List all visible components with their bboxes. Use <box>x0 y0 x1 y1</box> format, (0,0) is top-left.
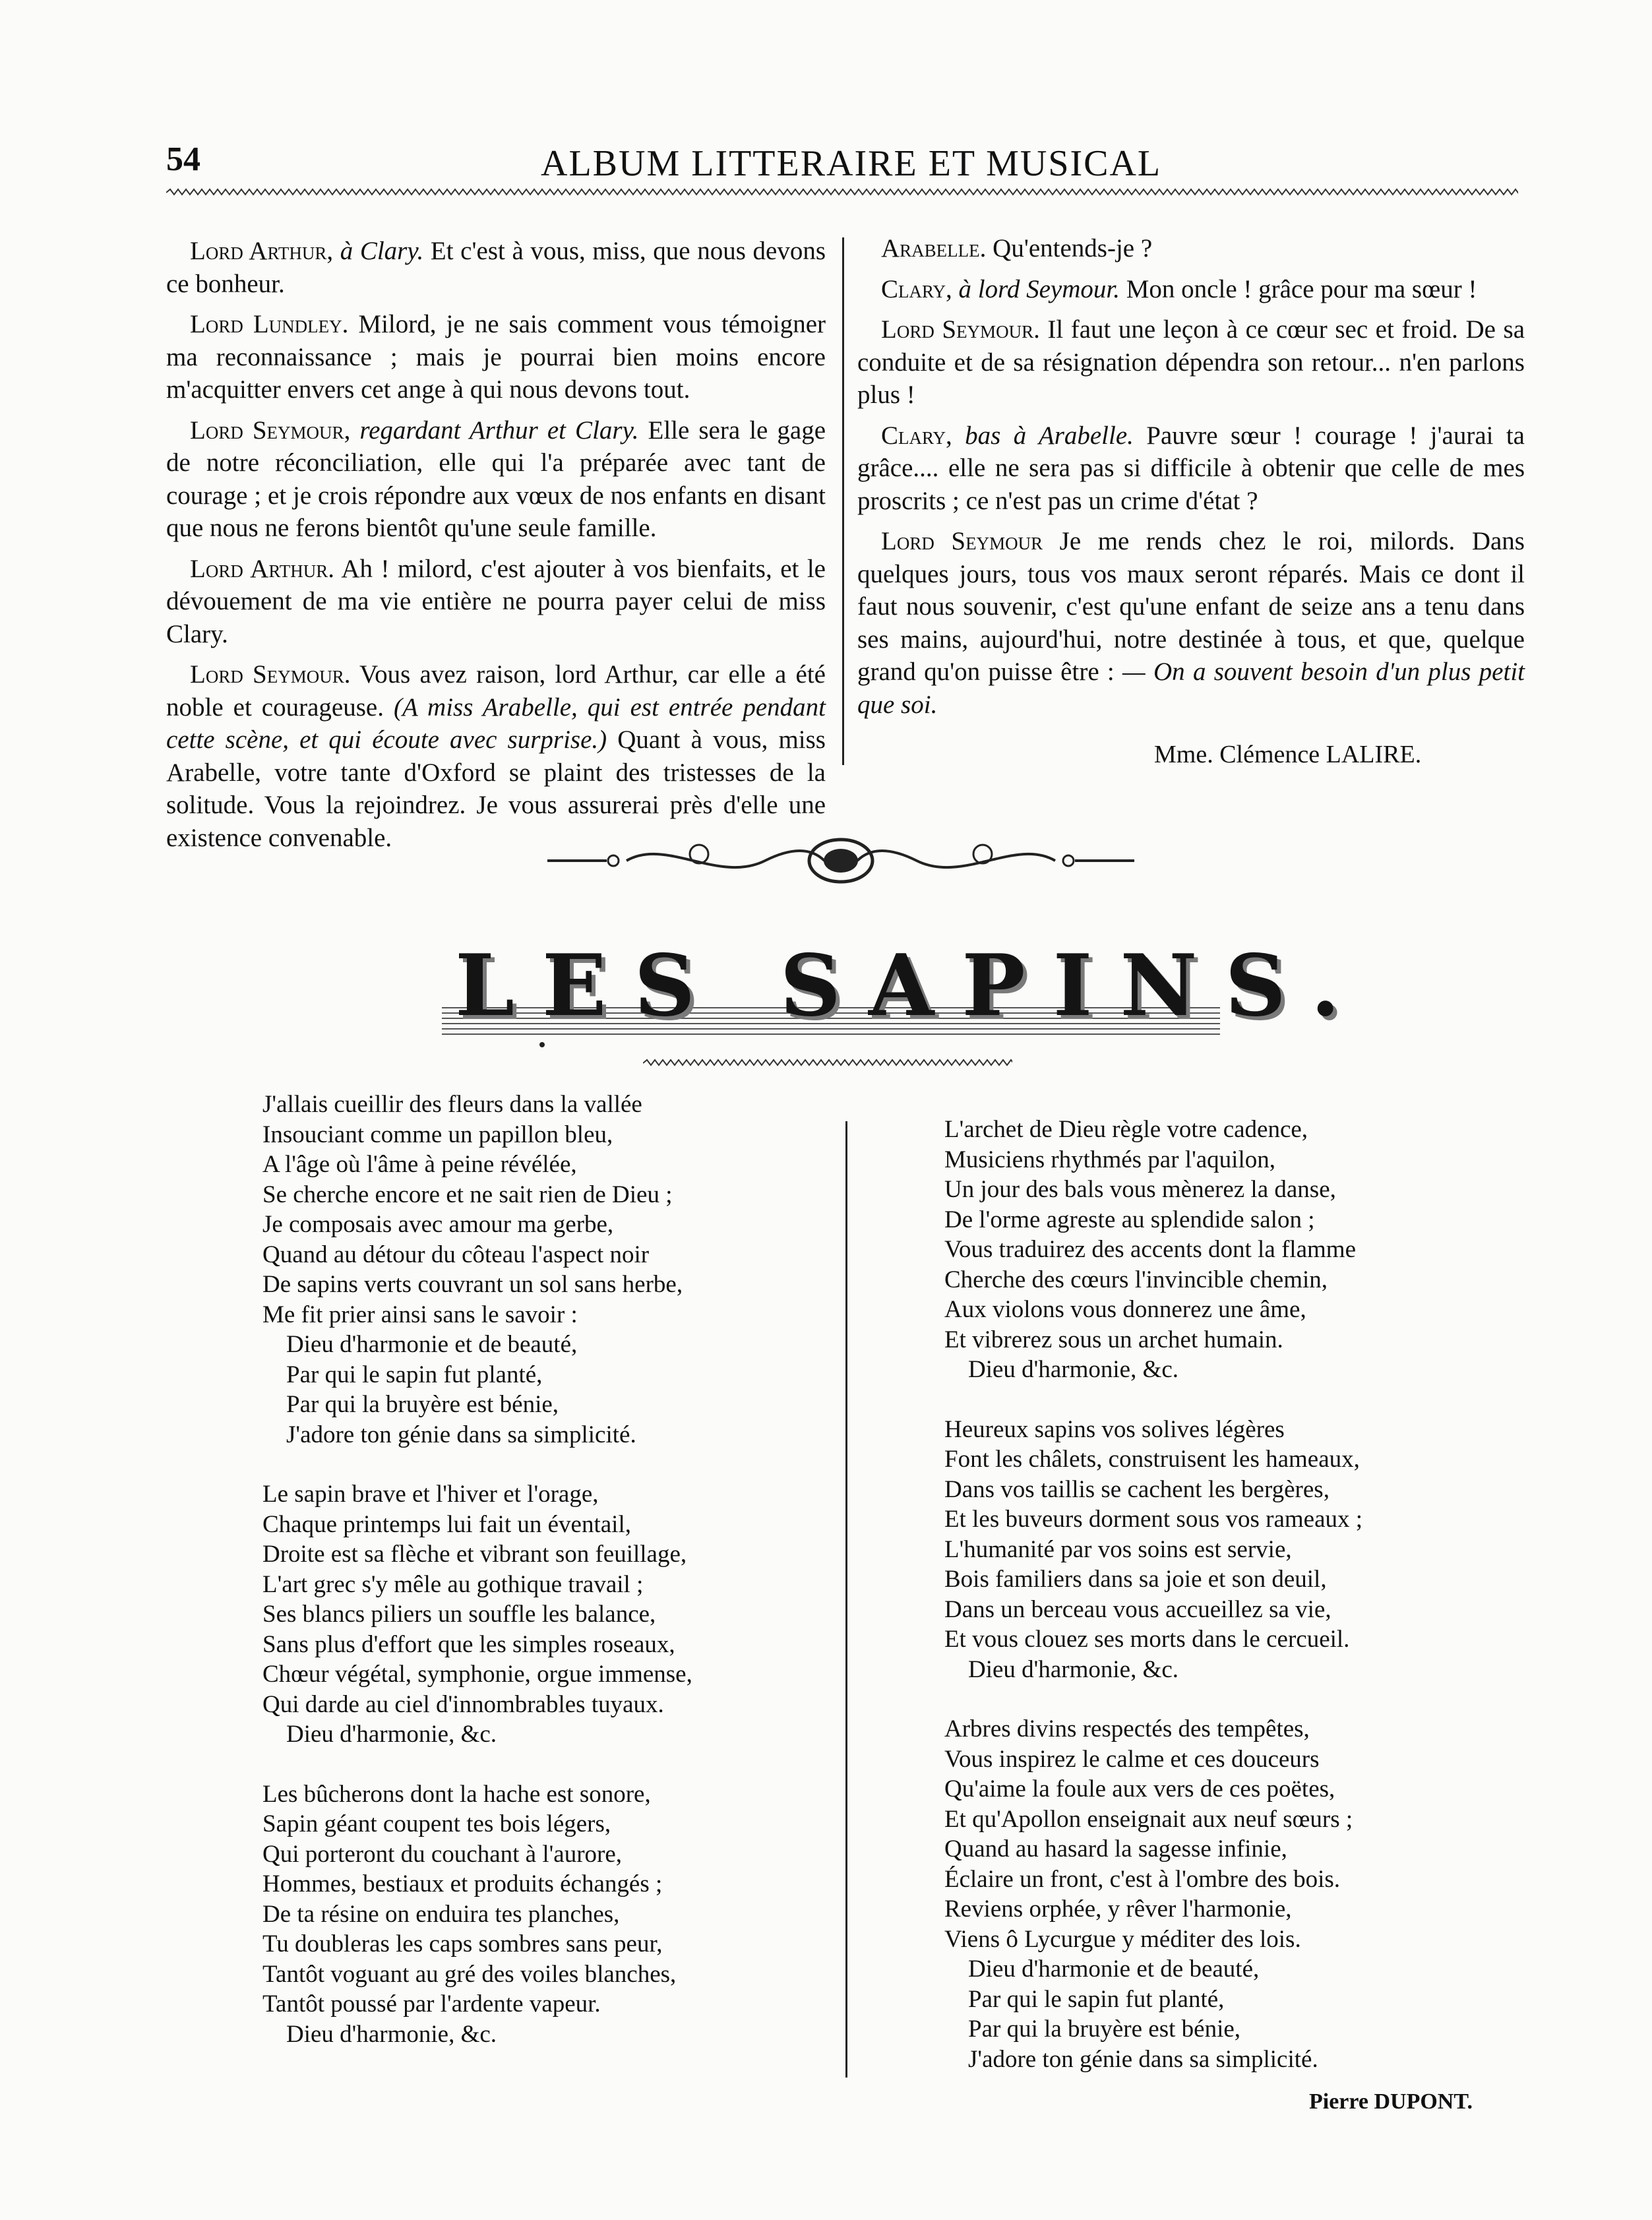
verse-line: Font les châlets, construisent les hameaux, <box>944 1446 1360 1473</box>
verse-line: L'archet de Dieu règle votre cadence, <box>944 1116 1308 1143</box>
dialogue-paragraph <box>857 232 1525 265</box>
verse-line: Les bûcherons dont la hache est sonore, <box>262 1780 651 1808</box>
verse-line: Heureux sapins vos solives légères <box>944 1415 1285 1443</box>
verse-line: De sapins verts couvrant un sol sans herbe, <box>262 1271 683 1298</box>
speaker-name: Clary, <box>881 274 952 303</box>
verse-line: Un jour des bals vous mènerez la danse, <box>944 1176 1336 1203</box>
verse-line: Et les buveurs dorment sous vos rameaux ; <box>944 1506 1363 1533</box>
speaker-name: Lord Seymour. <box>881 315 1040 344</box>
verse-line: Sapin géant coupent tes bois légers, <box>262 1810 611 1837</box>
dialogue-paragraph <box>857 313 1525 412</box>
verse-line: Et vibrerez sous un archet humain. <box>944 1326 1283 1353</box>
page-number: 54 <box>166 140 200 178</box>
verse-line: A l'âge où l'âme à peine révélée, <box>262 1151 577 1178</box>
speaker-name: Lord Arthur. <box>190 554 334 583</box>
dialogue-text: Vous avez raison, lord Arthur, car elle a été noble et courageuse. <box>166 660 826 722</box>
verse-line: De ta résine on enduira tes planches, <box>262 1900 620 1928</box>
stage-direction: (A miss Arabelle, qui est entrée pendant cette scène, et qui écoute avec surprise.) <box>166 693 826 754</box>
verse-line: Bois familiers dans sa joie et son deuil, <box>944 1566 1327 1593</box>
refrain-line: J'adore ton génie dans sa simplicité. <box>968 2045 1318 2073</box>
verse-line: L'art grec s'y mêle au gothique travail ; <box>262 1570 644 1598</box>
verse-line: Je composais avec amour ma gerbe, <box>262 1211 614 1238</box>
dialogue-text: Qu'entends-je ? <box>986 234 1153 262</box>
verse-line: Musiciens rhythmés par l'aquilon, <box>944 1146 1275 1173</box>
speaker-name: Clary, <box>881 421 952 450</box>
prose-right-column <box>857 232 1525 721</box>
dialogue-paragraph <box>166 308 826 406</box>
verse-line: Aux violons vous donnerez une âme, <box>944 1296 1306 1323</box>
stage-direction: — On a souvent besoin d'un plus petit que soi. <box>857 658 1525 719</box>
refrain-line: Dieu d'harmonie, &c. <box>968 1356 1179 1383</box>
verse-line: Ses blancs piliers un souffle les balance, <box>262 1601 656 1628</box>
poem-signature: Pierre DUPONT. <box>1309 2089 1473 2114</box>
speaker-name: Arabelle. <box>881 234 987 262</box>
speaker-name: Lord Seymour. <box>190 660 351 689</box>
verse-line: Tantôt poussé par l'ardente vapeur. <box>262 1990 601 2018</box>
prose-signature: Mme. Clémence LALIRE. <box>1154 741 1422 768</box>
refrain-line: J'adore ton génie dans sa simplicité. <box>286 1421 636 1448</box>
verse-line: Chœur végétal, symphonie, orgue immense, <box>262 1661 692 1688</box>
refrain-line: Par qui le sapin fut planté, <box>286 1361 543 1388</box>
prose-left-column <box>166 235 826 854</box>
verse-line: Qui darde au ciel d'innombrables tuyaux. <box>262 1690 664 1718</box>
stanza-gap <box>944 1684 1362 1714</box>
verse-line: Me fit prier ainsi sans le savoir : <box>262 1301 578 1328</box>
title-underline <box>643 1058 1012 1068</box>
stage-direction: à Clary. <box>340 237 424 265</box>
dialogue-text: Je me rends chez le roi, milords. Dans quelques jours, tous vos maux seront réparés. Mais ce dont il faut nous souvenir, c'est qu'une enfant de seize ans a tenu dans ses mains, aujourd'hui, notre destinée à tous, et que, quelque grand qu'on puisse être : <box>857 527 1525 686</box>
speaker-name: Lord Seymour, <box>190 416 351 445</box>
verse-line: Sans plus d'effort que les simples roseaux, <box>262 1630 675 1658</box>
verse-line: Viens ô Lycurgue y méditer des lois. <box>944 1925 1301 1953</box>
dialogue-text: Et c'est à vous, miss, que nous devons ce bonheur. <box>166 237 826 298</box>
verse-line: Et vous clouez ses morts dans le cercueil. <box>944 1626 1350 1653</box>
speaker-name: Lord Arthur, <box>190 237 334 265</box>
verse-line: Arbres divins respectés des tempêtes, <box>944 1715 1310 1742</box>
verse-line: Qu'aime la foule aux vers de ces poëtes, <box>944 1775 1335 1803</box>
verse-line: Chaque printemps lui fait un éventail, <box>262 1510 631 1538</box>
decorative-dot <box>539 1042 545 1047</box>
dialogue-paragraph <box>857 273 1525 306</box>
verse-line: J'allais cueillir des fleurs dans la vallée <box>262 1091 642 1118</box>
poem-left-column <box>262 1090 692 2049</box>
speaker-name: Lord Lundley. <box>190 310 349 338</box>
verse-line: Dans un berceau vous accueillez sa vie, <box>944 1595 1331 1623</box>
dialogue-paragraph <box>166 235 826 300</box>
verse-line: Et qu'Apollon enseignait aux neuf sœurs ; <box>944 1805 1353 1833</box>
prose-column-divider <box>842 237 844 765</box>
verse-line: Le sapin brave et l'hiver et l'orage, <box>262 1481 599 1508</box>
dialogue-text: Pauvre sœur ! courage ! j'aurai ta grâce.... elle ne sera pas si difficile à obtenir que celle de mes proscrits ; ce n'est pas un crime d'état ? <box>857 421 1525 515</box>
dialogue-text: Quant à vous, miss Arabelle, votre tante d'Oxford se plaint des tristesses de la solitude. Vous la rejoindrez. Je vous assurerai près d'elle une existence convenable. <box>166 725 826 852</box>
refrain-line: Dieu d'harmonie, &c. <box>286 1721 497 1748</box>
verse-line: Cherche des cœurs l'invincible chemin, <box>944 1266 1328 1293</box>
header-rule <box>166 187 1518 198</box>
stanza-gap <box>262 1750 692 1779</box>
verse-line: Vous inspirez le calme et ces douceurs <box>944 1745 1320 1773</box>
verse-line: Qui porteront du couchant à l'aurore, <box>262 1840 623 1868</box>
running-title: ALBUM LITTERAIRE ET MUSICAL <box>541 143 1162 184</box>
refrain-line: Dieu d'harmonie et de beauté, <box>968 1956 1260 1983</box>
poem-column-divider <box>845 1121 847 2078</box>
stanza-gap <box>262 1450 692 1479</box>
stage-direction: à lord Seymour. <box>958 274 1120 303</box>
verse-line: L'humanité par vos soins est servie, <box>944 1535 1292 1563</box>
stage-direction: bas à Arabelle. <box>965 421 1134 450</box>
verse-line: Quand au détour du côteau l'aspect noir <box>262 1241 650 1268</box>
stanza-gap <box>944 1385 1362 1415</box>
ornament-divider <box>547 834 1134 887</box>
verse-line: Quand au hasard la sagesse infinie, <box>944 1835 1287 1863</box>
poem-right-column <box>944 1115 1362 2074</box>
verse-line: Reviens orphée, y rêver l'harmonie, <box>944 1896 1292 1923</box>
dialogue-text: Milord, je ne sais comment vous témoigner ma reconnaissance ; mais je pourrai bien moins encore m'acquitter envers cet ange à qui nous devons tout. <box>166 310 826 404</box>
dialogue-text: Ah ! milord, c'est ajouter à vos bienfaits, et le dévouement de ma vie entière ne pourra payer celui de miss Clary. <box>166 554 826 648</box>
dialogue-text: Mon oncle ! grâce pour ma sœur ! <box>1120 274 1477 303</box>
speaker-name: Lord Seymour <box>881 527 1043 555</box>
verse-line: Vous traduirez des accents dont la flamme <box>944 1236 1356 1263</box>
verse-line: Tantôt voguant au gré des voiles blanches, <box>262 1960 677 1988</box>
verse-line: Hommes, bestiaux et produits échangés ; <box>262 1870 663 1897</box>
dialogue-paragraph <box>857 525 1525 721</box>
poem-title: LES SAPINS. <box>455 937 1368 1035</box>
dialogue-paragraph <box>166 658 826 854</box>
dialogue-text: Il faut une leçon à ce cœur sec et froid. De sa conduite et de sa résignation dépendra son retour... n'en parlons plus ! <box>857 315 1525 409</box>
dialogue-paragraph <box>166 553 826 651</box>
dialogue-paragraph <box>857 419 1525 518</box>
verse-line: Se cherche encore et ne sait rien de Dieu ; <box>262 1181 673 1208</box>
dialogue-paragraph <box>166 414 826 545</box>
stage-direction: regardant Arthur et Clary. <box>359 416 639 445</box>
refrain-line: Dieu d'harmonie, &c. <box>286 2020 497 2048</box>
verse-line: Tu doubleras les caps sombres sans peur, <box>262 1930 663 1958</box>
refrain-line: Dieu d'harmonie, &c. <box>968 1655 1179 1683</box>
refrain-line: Par qui la bruyère est bénie, <box>968 2016 1241 2043</box>
verse-line: Dans vos taillis se cachent les bergères, <box>944 1475 1330 1503</box>
refrain-line: Par qui la bruyère est bénie, <box>286 1391 559 1418</box>
refrain-line: Par qui le sapin fut planté, <box>968 1985 1225 2013</box>
refrain-line: Dieu d'harmonie et de beauté, <box>286 1331 578 1358</box>
verse-line: De l'orme agreste au splendide salon ; <box>944 1206 1315 1233</box>
dialogue-text: Elle sera le gage de notre réconciliation, elle qui l'a préparée avec tant de courage ; et je crois répondre aux vœux de nos enfants en disant que nous ne ferons bientôt qu'une seule famille. <box>166 416 826 542</box>
verse-line: Insouciant comme un papillon bleu, <box>262 1121 613 1148</box>
verse-line: Droite est sa flèche et vibrant son feuillage, <box>262 1541 687 1568</box>
verse-line: Éclaire un front, c'est à l'ombre des bois. <box>944 1865 1341 1893</box>
